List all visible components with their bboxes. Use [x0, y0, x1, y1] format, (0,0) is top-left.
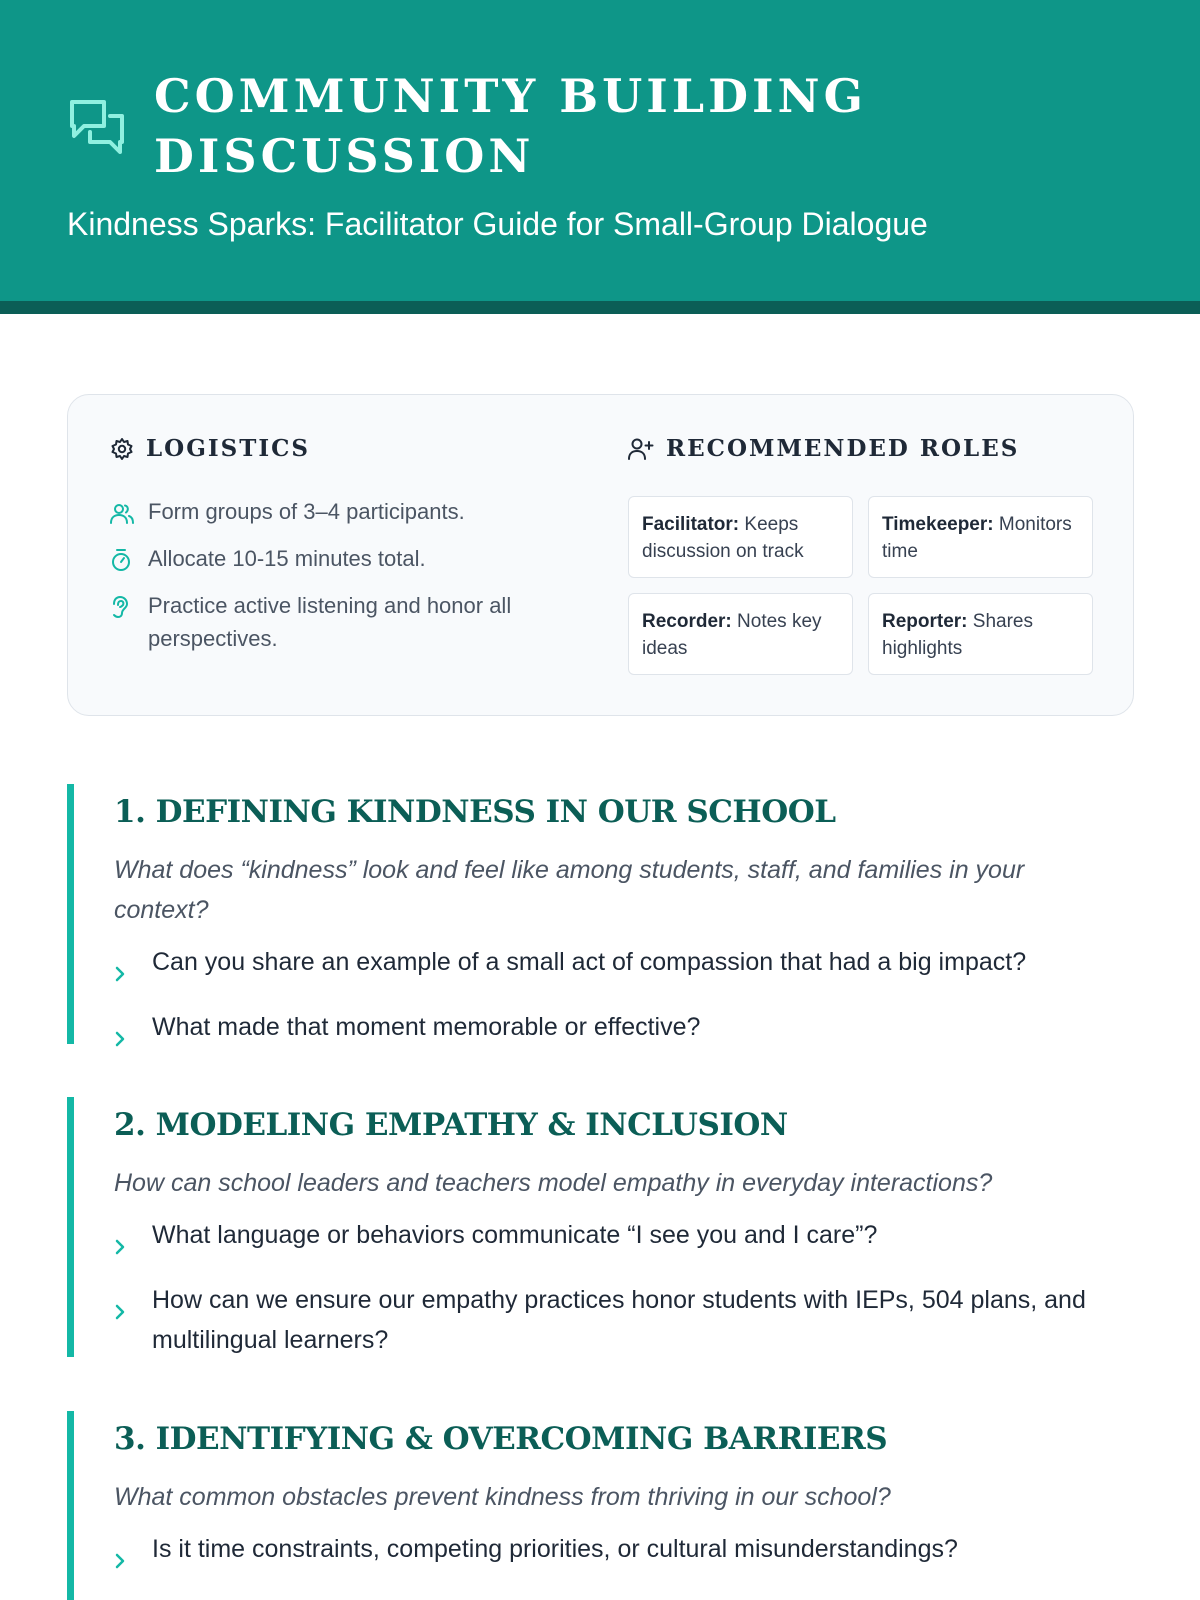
gear-icon	[110, 437, 134, 461]
role-name: Recorder:	[642, 611, 732, 632]
question-text: What made that moment memorable or effective?	[152, 1013, 701, 1041]
question-text: What language or behaviors communicate “I see you and I care”?	[152, 1221, 878, 1249]
role-desc: Monitors time	[882, 514, 1072, 562]
page-title: COMMUNITY BUILDING DISCUSSION	[154, 69, 867, 183]
section-title: 2. MODELING EMPATHY & INCLUSION	[114, 1107, 788, 1143]
logistics-title: LOGISTICS	[146, 435, 311, 462]
discussion-section-1	[67, 784, 1147, 1044]
role-desc: Shares highlights	[882, 611, 1033, 659]
chevron-right-icon	[114, 1031, 126, 1047]
page-header	[0, 0, 1200, 314]
question-list	[114, 1215, 1147, 1360]
list-item	[114, 1007, 1134, 1059]
chevron-right-icon	[114, 1304, 126, 1320]
roles-heading	[628, 435, 1019, 462]
chevron-right-icon	[114, 966, 126, 982]
logistics-item	[110, 495, 580, 534]
question-list	[114, 1529, 1147, 1581]
logistics-item	[110, 542, 580, 581]
role-recorder	[628, 593, 853, 675]
role-reporter	[868, 593, 1093, 675]
role-name: Reporter:	[882, 611, 968, 632]
logistics-card	[67, 394, 1134, 716]
section-prompt: How can school leaders and teachers model empathy in everyday interactions?	[114, 1169, 993, 1197]
question-text: How can we ensure our empathy practices honor students with IEPs, 504 plans, and multilingual learners?	[152, 1286, 1086, 1354]
list-item	[114, 1280, 1134, 1360]
question-text: Can you share an example of a small act of compassion that had a big impact?	[152, 948, 1027, 976]
logistics-text: Practice active listening and honor all perspectives.	[148, 593, 512, 651]
logistics-text: Allocate 10-15 minutes total.	[148, 546, 426, 571]
roles-title: RECOMMENDED ROLES	[666, 435, 1020, 462]
chat-bubbles-icon	[66, 96, 130, 160]
logistics-heading	[110, 435, 310, 462]
role-desc: Notes key ideas	[642, 611, 822, 659]
list-item	[114, 1529, 1134, 1581]
logistics-text: Form groups of 3–4 participants.	[148, 499, 465, 524]
role-name: Timekeeper:	[882, 514, 994, 535]
discussion-section-3	[67, 1411, 1147, 1600]
question-text: Is it time constraints, competing priorities, or cultural misunderstandings?	[152, 1535, 958, 1563]
role-facilitator	[628, 496, 853, 578]
section-title: 1. DEFINING KINDNESS IN OUR SCHOOL	[114, 794, 836, 830]
logistics-item	[110, 589, 580, 655]
discussion-section-2	[67, 1097, 1147, 1357]
section-title: 3. IDENTIFYING & OVERCOMING BARRIERS	[114, 1421, 888, 1457]
timer-icon	[110, 548, 132, 572]
role-desc: Keeps discussion on track	[642, 514, 804, 562]
list-item	[114, 942, 1134, 994]
list-item	[114, 1215, 1134, 1267]
role-name: Facilitator:	[642, 514, 740, 535]
role-timekeeper	[868, 496, 1093, 578]
users-icon	[110, 503, 134, 525]
user-plus-icon	[628, 437, 654, 461]
page-subtitle: Kindness Sparks: Facilitator Guide for Small-Group Dialogue	[67, 206, 928, 242]
section-prompt: What common obstacles prevent kindness from thriving in our school?	[114, 1483, 891, 1511]
chevron-right-icon	[114, 1239, 126, 1255]
chevron-right-icon	[114, 1553, 126, 1569]
ear-icon	[110, 595, 130, 619]
question-list	[114, 942, 1147, 1059]
section-prompt: What does “kindness” look and feel like among students, staff, and families in your context?	[114, 856, 1025, 924]
